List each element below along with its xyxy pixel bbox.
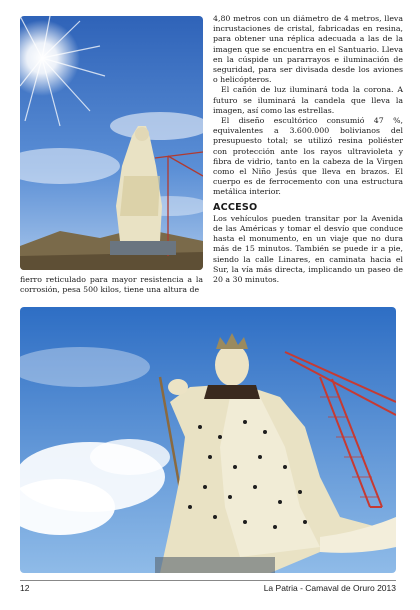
right-column-text (213, 14, 403, 285)
paragraph-structure: fierro reticulado para mayor resistencia a la corrosión, pesa 500 kilos, tiene una altura de (20, 275, 203, 295)
statue-photo-sunburst (20, 16, 203, 270)
page-number: 12 (20, 583, 30, 593)
paragraph-access: Los vehículos pueden transitar por la Avenida de las Américas y tomar el desvío que conduce hasta el monumento, en un viaje que no dura más de 15 minutos. También se puede ir a pie, siendo la calle Linares, en caminata hacia el Sur, la vía más directa, implicando un paseo de 20 a 30 minutos. (213, 213, 403, 285)
publication-title: La Patria - Camaval de Oruro 2013 (263, 583, 396, 593)
left-column-text (20, 275, 203, 295)
paragraph-dimensions: 4,80 metros con un diámetro de 4 metros, lleva incrustaciones de cristal, fabricadas en resina, para obtener una réplica adecuada a las de la imagen que se encuentra en el Santuario. Lleva en la cúspide un pararrayos e iluminación de seguridad, para ser divisada desde los aviones o helicópteros. (213, 14, 403, 85)
statue-photo-closeup (20, 307, 396, 573)
paragraph-design: El diseño escultórico consumió 47 %, equivalentes a 3.600.000 bolivianos del presupuesto total; se utilizó resina poliéster con protección ante los rayos ultravioleta y fibra de vidrio, tanto en la cabeza de la Virgen como el Niño Jesús que lleva en brazos. El cuerpo es de ferrocemento con una estructura metálica interior. (213, 116, 403, 197)
footer-divider (20, 580, 396, 581)
section-heading-access: ACCESO (213, 201, 258, 213)
paragraph-lighting: El cañón de luz iluminará toda la corona. A futuro se iluminará la candela que lleva la imagen, así como las estrellas. (213, 85, 403, 115)
